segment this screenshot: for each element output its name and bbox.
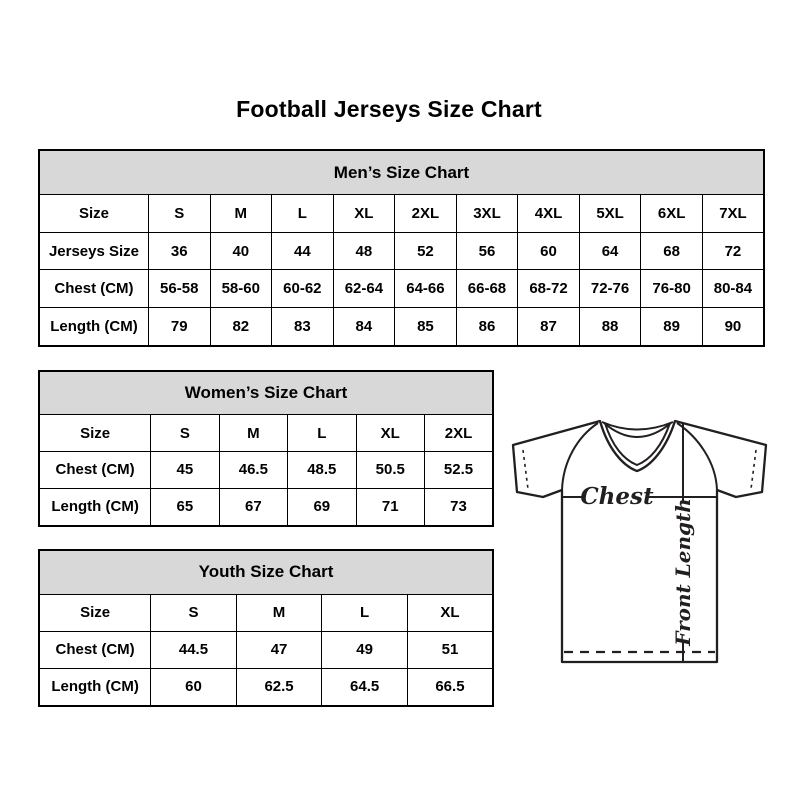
jersey-outline-shape	[513, 421, 766, 662]
front-length-label: Front Length	[671, 498, 695, 646]
row-header-cell: Length (CM)	[39, 307, 148, 346]
data-cell: 58-60	[210, 270, 272, 308]
data-cell: 47	[236, 631, 322, 668]
data-cell: 56-58	[148, 270, 210, 308]
data-cell: 45	[151, 452, 219, 489]
data-cell: 2XL	[424, 415, 493, 452]
data-cell: 62-64	[333, 270, 395, 308]
data-cell: 72	[702, 232, 764, 270]
data-cell: 48.5	[288, 452, 356, 489]
table-title: Youth Size Chart	[39, 550, 493, 594]
data-cell: 44.5	[151, 631, 237, 668]
data-cell: 89	[641, 307, 703, 346]
data-cell: 73	[424, 488, 493, 526]
data-cell: 72-76	[579, 270, 641, 308]
jersey-measurement-diagram	[505, 403, 773, 671]
table-row	[39, 232, 764, 270]
data-cell: 83	[272, 307, 334, 346]
row-header-cell: Size	[39, 415, 151, 452]
data-cell: 52	[395, 232, 457, 270]
data-cell: 56	[456, 232, 518, 270]
data-cell: 51	[407, 631, 493, 668]
table-row	[39, 307, 764, 346]
table-row	[39, 594, 493, 631]
data-cell: M	[219, 415, 287, 452]
data-cell: XL	[407, 594, 493, 631]
data-cell: 48	[333, 232, 395, 270]
data-cell: 86	[456, 307, 518, 346]
data-cell: 36	[148, 232, 210, 270]
data-cell: 46.5	[219, 452, 287, 489]
data-cell: XL	[333, 195, 395, 233]
data-cell: 71	[356, 488, 424, 526]
data-cell: 60	[518, 232, 580, 270]
data-cell: L	[272, 195, 334, 233]
table-row	[39, 415, 493, 452]
data-cell: 68-72	[518, 270, 580, 308]
row-header-cell: Chest (CM)	[39, 452, 151, 489]
data-cell: 68	[641, 232, 703, 270]
data-cell: 85	[395, 307, 457, 346]
data-cell: 64.5	[322, 668, 408, 706]
data-cell: M	[210, 195, 272, 233]
data-cell: 76-80	[641, 270, 703, 308]
table-title: Women’s Size Chart	[39, 371, 493, 415]
row-header-cell: Length (CM)	[39, 668, 151, 706]
data-cell: 69	[288, 488, 356, 526]
data-cell: 90	[702, 307, 764, 346]
row-header-cell: Chest (CM)	[39, 631, 151, 668]
data-cell: S	[151, 415, 219, 452]
data-cell: 6XL	[641, 195, 703, 233]
data-cell: 52.5	[424, 452, 493, 489]
table-row	[39, 488, 493, 526]
row-header-cell: Chest (CM)	[39, 270, 148, 308]
row-header-cell: Length (CM)	[39, 488, 151, 526]
data-cell: 67	[219, 488, 287, 526]
data-cell: 3XL	[456, 195, 518, 233]
data-cell: 2XL	[395, 195, 457, 233]
data-cell: 7XL	[702, 195, 764, 233]
data-cell: 44	[272, 232, 334, 270]
table-row	[39, 195, 764, 233]
row-header-cell: Jerseys Size	[39, 232, 148, 270]
data-cell: 64-66	[395, 270, 457, 308]
table-row	[39, 270, 764, 308]
row-header-cell: Size	[39, 594, 151, 631]
data-cell: 79	[148, 307, 210, 346]
data-cell: 80-84	[702, 270, 764, 308]
table-row	[39, 452, 493, 489]
data-cell: 50.5	[356, 452, 424, 489]
data-cell: 65	[151, 488, 219, 526]
table-row	[39, 668, 493, 706]
data-cell: 60-62	[272, 270, 334, 308]
data-cell: 5XL	[579, 195, 641, 233]
table-row	[39, 631, 493, 668]
data-cell: 82	[210, 307, 272, 346]
data-cell: S	[148, 195, 210, 233]
row-header-cell: Size	[39, 195, 148, 233]
data-cell: M	[236, 594, 322, 631]
chest-label: Chest	[580, 483, 654, 510]
data-cell: 62.5	[236, 668, 322, 706]
mens-size-table	[38, 149, 765, 347]
data-cell: XL	[356, 415, 424, 452]
youth-size-table	[38, 549, 494, 707]
data-cell: 49	[322, 631, 408, 668]
data-cell: 84	[333, 307, 395, 346]
data-cell: L	[322, 594, 408, 631]
left-armhole-seam	[562, 423, 598, 490]
data-cell: 60	[151, 668, 237, 706]
data-cell: 64	[579, 232, 641, 270]
data-cell: 88	[579, 307, 641, 346]
right-cuff-stitch-dashes	[751, 450, 756, 489]
table-title: Men’s Size Chart	[39, 150, 764, 195]
womens-size-table	[38, 370, 494, 527]
data-cell: S	[151, 594, 237, 631]
data-cell: L	[288, 415, 356, 452]
data-cell: 66.5	[407, 668, 493, 706]
page-title: Football Jerseys Size Chart	[236, 96, 542, 122]
left-cuff-stitch-dashes	[523, 450, 528, 489]
data-cell: 66-68	[456, 270, 518, 308]
data-cell: 87	[518, 307, 580, 346]
data-cell: 40	[210, 232, 272, 270]
data-cell: 4XL	[518, 195, 580, 233]
